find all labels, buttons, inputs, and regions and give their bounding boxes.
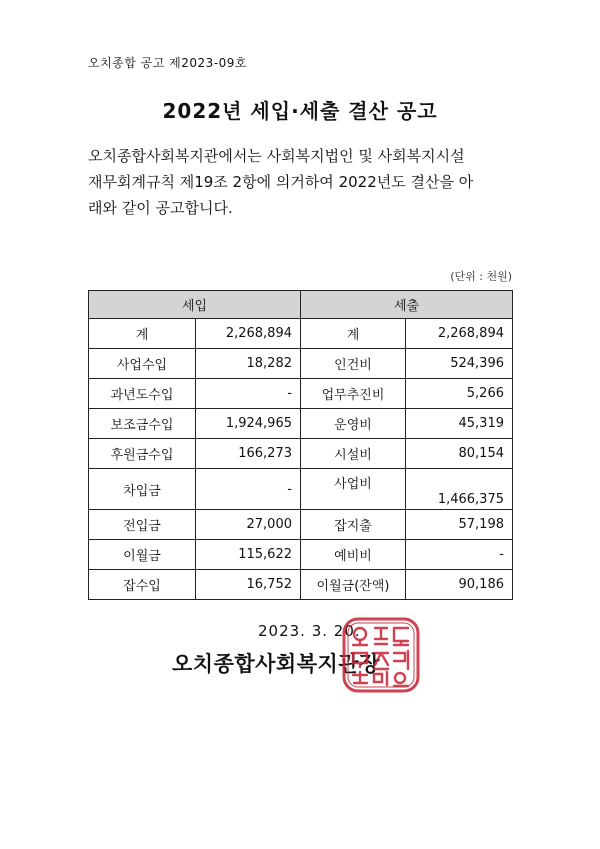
expense-value: 1,466,375 xyxy=(406,469,513,510)
expense-label: 인건비 xyxy=(301,349,406,379)
expense-label: 잡지출 xyxy=(301,510,406,540)
revenue-header: 세입 xyxy=(89,291,301,319)
expense-value: 90,186 xyxy=(406,570,513,600)
table-row xyxy=(89,379,513,409)
expense-header: 세출 xyxy=(301,291,513,319)
body-line-2: 재무회계규칙 제19조 2항에 의거하여 2022년도 결산을 아 xyxy=(88,173,474,191)
revenue-label: 이월금 xyxy=(89,540,196,570)
revenue-label: 과년도수입 xyxy=(89,379,196,409)
seal-glyphs xyxy=(353,628,408,686)
revenue-value: 166,273 xyxy=(196,439,301,469)
expense-label: 운영비 xyxy=(301,409,406,439)
revenue-value: 18,282 xyxy=(196,349,301,379)
expense-label: 사업비 xyxy=(301,469,406,510)
settlement-table xyxy=(88,290,513,600)
revenue-value: 2,268,894 xyxy=(196,319,301,349)
document-title: 2022년 세입·세출 결산 공고 xyxy=(162,99,438,123)
expense-value: - xyxy=(406,540,513,570)
body-line-3: 래와 같이 공고합니다. xyxy=(88,199,233,217)
unit-note: (단위 : 천원) xyxy=(450,270,512,283)
table-row xyxy=(89,540,513,570)
revenue-label: 잡수입 xyxy=(89,570,196,600)
official-seal-icon xyxy=(342,617,420,693)
revenue-value: 27,000 xyxy=(196,510,301,540)
table-row xyxy=(89,469,513,510)
announcement-date: 2023. 3. 20. xyxy=(258,622,361,640)
expense-label: 계 xyxy=(301,319,406,349)
revenue-label: 보조금수입 xyxy=(89,409,196,439)
body-line-1: 오치종합사회복지관에서는 사회복지법인 및 사회복지시설 xyxy=(88,147,465,165)
revenue-label: 차입금 xyxy=(89,469,196,510)
table-row xyxy=(89,409,513,439)
revenue-label: 사업수입 xyxy=(89,349,196,379)
expense-value: 45,319 xyxy=(406,409,513,439)
revenue-label: 후원금수입 xyxy=(89,439,196,469)
revenue-value: 1,924,965 xyxy=(196,409,301,439)
table-row xyxy=(89,570,513,600)
issuer-name: 오치종합사회복지관장 xyxy=(172,652,380,676)
expense-label: 이월금(잔액) xyxy=(301,570,406,600)
revenue-value: 115,622 xyxy=(196,540,301,570)
notice-number: 오치종합 공고 제2023-09호 xyxy=(88,56,248,70)
table-row xyxy=(89,319,513,349)
expense-value: 5,266 xyxy=(406,379,513,409)
expense-value: 57,198 xyxy=(406,510,513,540)
revenue-value: - xyxy=(196,379,301,409)
revenue-label: 계 xyxy=(89,319,196,349)
expense-value: 2,268,894 xyxy=(406,319,513,349)
revenue-value: 16,752 xyxy=(196,570,301,600)
expense-value: 80,154 xyxy=(406,439,513,469)
table-row xyxy=(89,439,513,469)
table-row xyxy=(89,510,513,540)
revenue-value: - xyxy=(196,469,301,510)
announcement-body xyxy=(88,143,518,221)
expense-label: 업무추진비 xyxy=(301,379,406,409)
expense-value: 524,396 xyxy=(406,349,513,379)
table-header-row xyxy=(89,291,513,319)
expense-label: 시설비 xyxy=(301,439,406,469)
expense-label: 예비비 xyxy=(301,540,406,570)
revenue-label: 전입금 xyxy=(89,510,196,540)
table-row xyxy=(89,349,513,379)
